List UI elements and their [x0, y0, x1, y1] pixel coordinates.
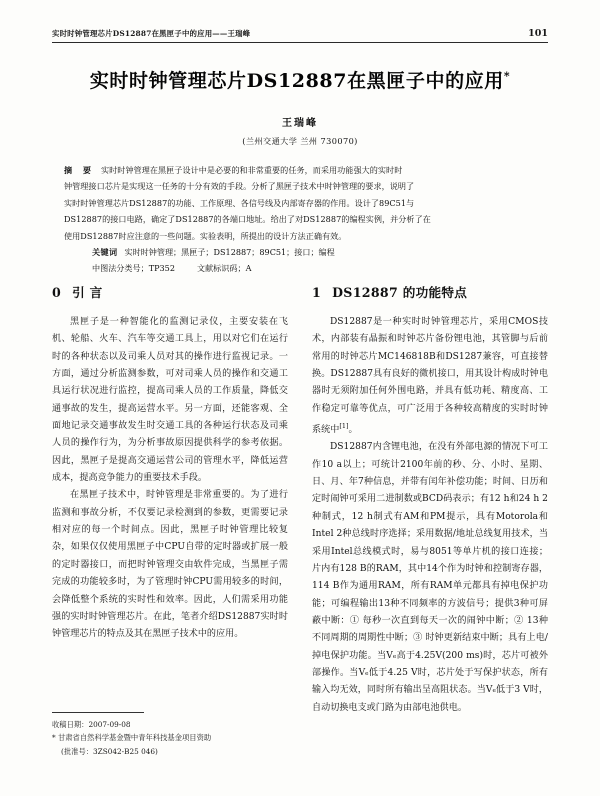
- paragraph: 在黑匣子技术中，时钟管理是非常重要的。为了进行监测和事故分析，不仅要记录检测到的参数，更需要记录相对应的每一个时间点。因此，黑匣子时钟管理比较复杂，如果仅仅使用黑匣子中CPU自带的定时器或扩展一般的定时器接口，而把时钟管理交由软件完成，当黑匣子需完成的功能较多时，为了管理时钟CPU需用较多的时间，会降低整个系统的实时性和效率。因此，人们需采用功能强的实时时钟管理芯片。在此，笔者介绍DS12887实时时钟管理芯片的特点及其在黑匣子技术中的应用。: [52, 490, 288, 640]
- footnote-line-received: 收稿日期：2007-09-08: [52, 720, 131, 729]
- header-rule: [52, 42, 548, 43]
- clc-label: 中图法分类号: [92, 263, 141, 274]
- running-head: [52, 28, 548, 39]
- abstract-line: [64, 162, 536, 178]
- abstract-line: 实时时钟管理芯片DS12887的功能、工作原理、各信号线及内部寄存器的作用。设计了89C51与: [64, 197, 415, 208]
- column-left: [52, 282, 288, 644]
- footnote-block: [52, 718, 292, 758]
- abstract-line: DS12887的接口电路，确定了DS12887的各端口地址。给出了对DS12887的编程实例，并分析了在: [64, 214, 431, 225]
- page-title: [0, 66, 600, 93]
- paragraph: DS12887内含锂电池，在没有外部电源的情况下可工作10 a以上；可统计2100年前的秒、分、小时、星期、日、月、年7种信息，并带有闰年补偿功能；时间、日历和定时闹钟可采用二进制数或BCD码表示；有12 h和24 h 2种制式，12 h制式有AM和PM提示，具有Motorola和Intel 2种总线时序选择；采用数据/地址总线复用技术，当采用Intel总线模式时，易与8051等单片机的接口连接；片内有128 B的RAM，其中14个作为时钟和控制寄存器，114 B作为通用RAM，所有RAM单元都具有掉电保护功能；可编程输出13种不同频率的方波信号；提供3种可屏蔽中断：① 每秒一次直到每天一次的闹钟中断；② 13种不同周期的周期性中断；③ 时钟更新结束中断；具有上电/掉电保护功能。当Vₑ高于4.25V(200 ms)时，芯片可被外部操作。当Vₑ低于4.25 V时，芯片处于写保护状态，所有输入均无效，同时所有输出呈高阻状态。当Vₑ低于3 V时，自动切换电支或门路为由部电池供电。: [312, 442, 548, 713]
- section-title: 引 言: [72, 285, 103, 300]
- page-number: 101: [528, 28, 548, 39]
- clc-value: TP352: [148, 263, 175, 274]
- keywords-label: 关键词: [92, 247, 118, 258]
- keywords-text: 实时时钟管理；黑匣子；DS12887；89C51；接口；编程: [124, 247, 335, 258]
- paragraph-text: DS12887是一种实时时钟管理芯片，采用CMOS技术，内部装有晶振和时钟芯片备份锂电池，其管脚与后前常用的时钟芯片MC146818B和DS1287兼容，可直接替换。DS12887具有良好的微机接口，用其设计构成时钟电器时无须附加任何外围电路，并具有低功耗、精度高、工作稳定可靠等优点，可广泛用于各种较高精度的实时时钟系统中: [312, 317, 548, 436]
- doc-code-label: 文献标识码: [196, 263, 238, 274]
- page-title-text: 实时时钟管理芯片DS12887在黑匣子中的应用: [89, 70, 504, 92]
- abstract-line: 钟管理接口芯片是实现这一任务的十分有效的手段。分析了黑匣子技术中时钟管理的要求，说明了: [64, 181, 415, 192]
- section-heading-1: [312, 282, 548, 301]
- clc-line: 中图法分类号；TP352 文献标识码；A: [92, 263, 252, 274]
- running-head-title: 实时时钟管理芯片DS12887在黑匣子中的应用——王瑞峰: [52, 29, 251, 38]
- abstract-block: [64, 162, 536, 277]
- paragraph: DS12887是一种实时时钟管理芯片，采用CMOS技术，内部装有晶振和时钟芯片备份锂电池，其管脚与后前常用的时钟芯片MC146818B和DS1287兼容，可直接替换。DS12887具有良好的微机接口，用其设计构成时钟电器时无须附加任何外围电路，并具有低功耗、精度高、工作稳定可靠等优点，可广泛用于各种较高精度的实时时钟系统中[1]。: [312, 317, 548, 436]
- abstract-text-1: 实时时钟管理在黑匣子设计中是必要的和非常重要的任务，而采用功能强大的实时时: [101, 165, 403, 175]
- author-affiliation: (兰州交通大学 兰州 730070): [242, 136, 358, 146]
- doc-code-value: A: [245, 263, 252, 274]
- title-footnote-marker: *: [503, 69, 511, 83]
- paragraph: 黑匣子是一种智能化的监测记录仪，主要安装在飞机、轮船、火车、汽车等交通工具上，用以对它们在运行时的各种状态以及司乘人员对其的操作进行监视记录。一方面，通过分析监测参数，可对司乘人员的操作和交通工具运行状况进行监控，提高司乘人员的工作质量，降低交通事故的发生，提高运营水平。另一方面，还能客观、全面地记录交通事故发生时交通工具的各种运行状态及司乘人员的操作行为，为分析事故原因提供科学的参考依据。因此，黑匣子是提高交通运营公司的管理水平，降低运营成本，提高竞争能力的重要技术手段。: [52, 317, 288, 484]
- abstract-label: 摘 要: [64, 165, 96, 175]
- section-number: 0: [52, 285, 62, 300]
- section-heading-0: [52, 282, 288, 301]
- abstract-line: 使用DS12887时应注意的一些问题。实验表明，所提出的设计方法正确有效。: [64, 230, 347, 241]
- section-title: DS12887 的功能特点: [332, 285, 468, 300]
- author-name: 王瑞峰: [282, 118, 318, 129]
- footnote-line-grant: (批准号：3ZS042-B25 046): [61, 746, 158, 756]
- footnote-line-funding: * 甘肃省自然科学基金暨中青年科技基金项目资助: [52, 733, 212, 743]
- footnote-rule: [52, 712, 144, 713]
- citation-marker: [1]: [339, 422, 349, 431]
- column-right: [312, 282, 548, 717]
- keywords-line: [64, 244, 536, 260]
- section-number: 1: [312, 285, 322, 300]
